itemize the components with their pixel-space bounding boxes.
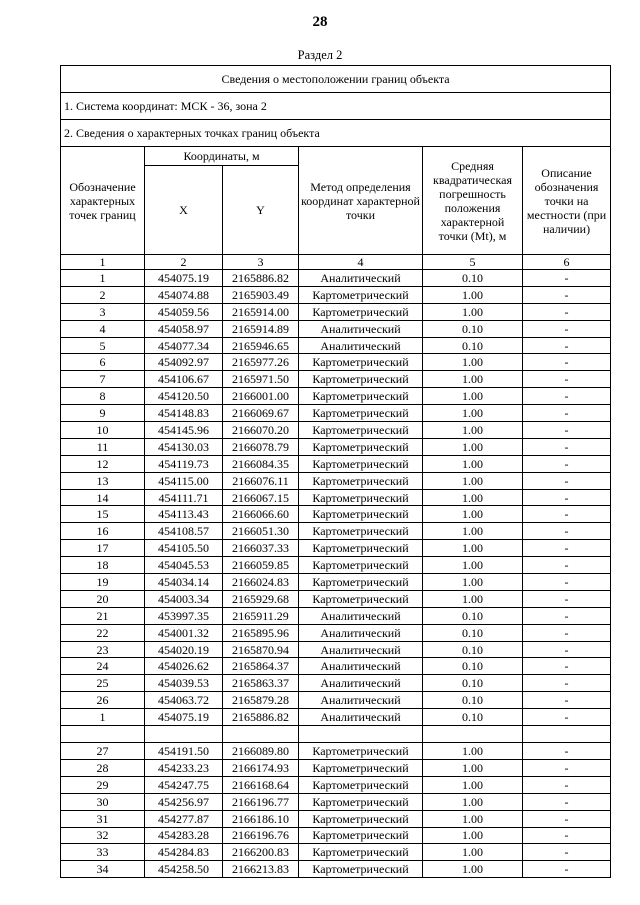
table-cell: Аналитический — [299, 692, 423, 709]
table-cell: - — [523, 337, 611, 354]
table-cell: Аналитический — [299, 320, 423, 337]
table-cell: Аналитический — [299, 624, 423, 641]
table-cell: 2165886.82 — [223, 270, 299, 287]
table-cell: 0.10 — [423, 641, 523, 658]
table-cell: 12 — [61, 455, 145, 472]
table-cell: Картометрический — [299, 371, 423, 388]
table-cell: - — [523, 438, 611, 455]
table-row — [61, 624, 611, 641]
column-number: 5 — [423, 255, 523, 270]
table-row — [61, 422, 611, 439]
table-cell: Картометрический — [299, 776, 423, 793]
table-row — [61, 540, 611, 557]
table-row — [61, 438, 611, 455]
table-cell: 454148.83 — [145, 405, 223, 422]
table-row — [61, 506, 611, 523]
table-cell: 2165914.89 — [223, 320, 299, 337]
table-cell: 1.00 — [423, 371, 523, 388]
table-cell: 454063.72 — [145, 692, 223, 709]
table-cell: 2165914.00 — [223, 303, 299, 320]
table-cell: 1.00 — [423, 557, 523, 574]
header-x: X — [145, 166, 223, 255]
table-cell: Картометрический — [299, 844, 423, 861]
table-cell: - — [523, 709, 611, 726]
table-cell: 1.00 — [423, 540, 523, 557]
table-cell: 0.10 — [423, 607, 523, 624]
table-cell: 1.00 — [423, 422, 523, 439]
table-cell: 2165864.37 — [223, 658, 299, 675]
table-cell: 1.00 — [423, 810, 523, 827]
table-cell: 454119.73 — [145, 455, 223, 472]
table-cell: - — [523, 743, 611, 760]
table-cell: 454105.50 — [145, 540, 223, 557]
table-cell: 1.00 — [423, 303, 523, 320]
table-cell: - — [523, 861, 611, 878]
table-cell: 454145.96 — [145, 422, 223, 439]
table-cell: Картометрический — [299, 574, 423, 591]
table-cell: 454075.19 — [145, 709, 223, 726]
table-row — [61, 303, 611, 320]
table-cell: 13 — [61, 472, 145, 489]
table-cell: 1.00 — [423, 472, 523, 489]
table-cell: 1.00 — [423, 759, 523, 776]
table-cell: 2166067.15 — [223, 489, 299, 506]
table-cell: 27 — [61, 743, 145, 760]
table-cell: Картометрический — [299, 793, 423, 810]
table-cell: Картометрический — [299, 354, 423, 371]
table-cell: 22 — [61, 624, 145, 641]
table-cell: 0.10 — [423, 270, 523, 287]
table-cell: 1.00 — [423, 354, 523, 371]
table-cell: 0.10 — [423, 675, 523, 692]
table-cell: Аналитический — [299, 641, 423, 658]
table-cell: Картометрический — [299, 523, 423, 540]
empty-cell — [223, 726, 299, 743]
table-row — [61, 793, 611, 810]
table-cell: 1.00 — [423, 405, 523, 422]
table-cell: 1.00 — [423, 574, 523, 591]
table-cell: 5 — [61, 337, 145, 354]
table-cell: Картометрический — [299, 388, 423, 405]
table-cell: 454284.83 — [145, 844, 223, 861]
table-cell: 31 — [61, 810, 145, 827]
table-cell: 454108.57 — [145, 523, 223, 540]
table-cell: 2166070.20 — [223, 422, 299, 439]
table-cell: 30 — [61, 793, 145, 810]
table-row — [61, 759, 611, 776]
table-row — [61, 472, 611, 489]
header-method: Метод определения координат характерной точки — [299, 147, 423, 255]
table-cell: 454233.23 — [145, 759, 223, 776]
table-cell: 454130.03 — [145, 438, 223, 455]
table-cell: 1.00 — [423, 388, 523, 405]
table-cell: 454277.87 — [145, 810, 223, 827]
table-cell: 2165971.50 — [223, 371, 299, 388]
table-cell: 18 — [61, 557, 145, 574]
table-cell: 2166069.67 — [223, 405, 299, 422]
table-cell: Аналитический — [299, 337, 423, 354]
table-cell: 10 — [61, 422, 145, 439]
table-cell: 1.00 — [423, 776, 523, 793]
table-cell: 32 — [61, 827, 145, 844]
table-cell: - — [523, 472, 611, 489]
page-number: 28 — [312, 14, 328, 30]
column-numbers-row — [61, 255, 611, 270]
table-cell: 1 — [61, 709, 145, 726]
table-cell: 2 — [61, 286, 145, 303]
table-cell: 454258.50 — [145, 861, 223, 878]
table-cell: 454074.88 — [145, 286, 223, 303]
table-cell: 2166078.79 — [223, 438, 299, 455]
table-cell: Картометрический — [299, 590, 423, 607]
table-cell: - — [523, 557, 611, 574]
empty-cell — [423, 726, 523, 743]
table-cell: 2165879.28 — [223, 692, 299, 709]
table-row — [61, 371, 611, 388]
table-cell: 2166213.83 — [223, 861, 299, 878]
table-cell: - — [523, 675, 611, 692]
table-cell: 2166196.76 — [223, 827, 299, 844]
table-cell: - — [523, 303, 611, 320]
table-cell: - — [523, 354, 611, 371]
table-cell: 9 — [61, 405, 145, 422]
table-cell: 454256.97 — [145, 793, 223, 810]
table-cell: 1.00 — [423, 743, 523, 760]
table-cell: 2166076.11 — [223, 472, 299, 489]
table-cell: 23 — [61, 641, 145, 658]
table-row — [61, 810, 611, 827]
table-row — [61, 337, 611, 354]
header-error: Средняя квадратическая погрешность положения характерной точки (Mt), м — [423, 147, 523, 255]
table-cell: 11 — [61, 438, 145, 455]
table-cell: 26 — [61, 692, 145, 709]
table-row — [61, 776, 611, 793]
table-cell: - — [523, 320, 611, 337]
table-row — [61, 489, 611, 506]
table-cell: 454191.50 — [145, 743, 223, 760]
table-cell: 2166200.83 — [223, 844, 299, 861]
table-row — [61, 658, 611, 675]
table-row — [61, 844, 611, 861]
table-cell: - — [523, 388, 611, 405]
table-cell: 28 — [61, 759, 145, 776]
table-cell: 0.10 — [423, 337, 523, 354]
table-cell: Картометрический — [299, 759, 423, 776]
table-row — [61, 709, 611, 726]
table-cell: 3 — [61, 303, 145, 320]
table-cell: 2165863.37 — [223, 675, 299, 692]
table-cell: 454092.97 — [145, 354, 223, 371]
table-row — [61, 692, 611, 709]
table-cell: 2165977.26 — [223, 354, 299, 371]
table-row — [61, 590, 611, 607]
table-cell: Картометрический — [299, 557, 423, 574]
table-cell: - — [523, 523, 611, 540]
table-cell: 17 — [61, 540, 145, 557]
table-cell: 2166037.33 — [223, 540, 299, 557]
table-cell: Картометрический — [299, 506, 423, 523]
table-row — [61, 354, 611, 371]
table-cell: 2165929.68 — [223, 590, 299, 607]
table-cell: 1.00 — [423, 861, 523, 878]
table-cell: 16 — [61, 523, 145, 540]
table-cell: - — [523, 624, 611, 641]
table-cell: 2166001.00 — [223, 388, 299, 405]
table-row — [61, 675, 611, 692]
table-cell: 454111.71 — [145, 489, 223, 506]
table-cell: Картометрический — [299, 540, 423, 557]
table-cell: 454026.62 — [145, 658, 223, 675]
table-cell: - — [523, 286, 611, 303]
table-cell: 2166059.85 — [223, 557, 299, 574]
header-designation: Обозначение характерных точек границ — [61, 147, 145, 255]
table-row — [61, 607, 611, 624]
table-row — [61, 574, 611, 591]
table-cell: - — [523, 422, 611, 439]
column-number: 6 — [523, 255, 611, 270]
table-cell: Картометрический — [299, 472, 423, 489]
table-cell: Картометрический — [299, 422, 423, 439]
table-cell: 454003.34 — [145, 590, 223, 607]
table-cell: 0.10 — [423, 692, 523, 709]
table-cell: 454039.53 — [145, 675, 223, 692]
table-cell: - — [523, 793, 611, 810]
table-cell: 1.00 — [423, 506, 523, 523]
table-cell: 1.00 — [423, 793, 523, 810]
table-cell: 29 — [61, 776, 145, 793]
table-cell: 2166168.64 — [223, 776, 299, 793]
table-cell: Картометрический — [299, 455, 423, 472]
table-cell: 2166089.80 — [223, 743, 299, 760]
empty-cell — [523, 726, 611, 743]
table-cell: Аналитический — [299, 607, 423, 624]
table-cell: Картометрический — [299, 861, 423, 878]
table-cell: 453997.35 — [145, 607, 223, 624]
table-cell: 14 — [61, 489, 145, 506]
table-cell: 1.00 — [423, 590, 523, 607]
table-cell: 1.00 — [423, 286, 523, 303]
table-cell: 2166051.30 — [223, 523, 299, 540]
table-cell: 454059.56 — [145, 303, 223, 320]
table-cell: - — [523, 692, 611, 709]
table-row — [61, 743, 611, 760]
empty-cell — [145, 726, 223, 743]
table-cell: - — [523, 371, 611, 388]
table-cell: Картометрический — [299, 303, 423, 320]
table-cell: 1 — [61, 270, 145, 287]
table-cell: Картометрический — [299, 489, 423, 506]
table-cell: 2166174.93 — [223, 759, 299, 776]
table-cell: 4 — [61, 320, 145, 337]
table-row — [61, 523, 611, 540]
table-cell: 25 — [61, 675, 145, 692]
empty-cell — [299, 726, 423, 743]
table-cell: 1.00 — [423, 455, 523, 472]
table-cell: Аналитический — [299, 675, 423, 692]
table-cell: 33 — [61, 844, 145, 861]
table-cell: 6 — [61, 354, 145, 371]
table-cell: 15 — [61, 506, 145, 523]
table-cell: - — [523, 489, 611, 506]
table-row — [61, 286, 611, 303]
table-row — [61, 827, 611, 844]
table-cell: Аналитический — [299, 709, 423, 726]
table-cell: 2165903.49 — [223, 286, 299, 303]
table-cell: 0.10 — [423, 624, 523, 641]
table-cell: 454034.14 — [145, 574, 223, 591]
table-cell: - — [523, 540, 611, 557]
table-cell: 20 — [61, 590, 145, 607]
table-cell: 454283.28 — [145, 827, 223, 844]
table-cell: 1.00 — [423, 827, 523, 844]
table-cell: 454115.00 — [145, 472, 223, 489]
column-number: 1 — [61, 255, 145, 270]
table-cell: 2166186.10 — [223, 810, 299, 827]
table-cell: Картометрический — [299, 743, 423, 760]
table-cell: 2165870.94 — [223, 641, 299, 658]
header-y: Y — [223, 166, 299, 255]
table-cell: 454045.53 — [145, 557, 223, 574]
table-cell: - — [523, 574, 611, 591]
table-cell: 454077.34 — [145, 337, 223, 354]
coordinate-system: 1. Система координат: МСК - 36, зона 2 — [61, 93, 611, 120]
table-cell: Аналитический — [299, 270, 423, 287]
table-cell: 454247.75 — [145, 776, 223, 793]
table-cell: - — [523, 844, 611, 861]
table-cell: 2166084.35 — [223, 455, 299, 472]
table-cell: 0.10 — [423, 658, 523, 675]
table-cell: - — [523, 506, 611, 523]
table-cell: 454106.67 — [145, 371, 223, 388]
table-cell: 24 — [61, 658, 145, 675]
table-cell: 19 — [61, 574, 145, 591]
table-cell: Картометрический — [299, 405, 423, 422]
table-cell: 1.00 — [423, 438, 523, 455]
boundary-points-table — [60, 65, 611, 878]
table-row — [61, 320, 611, 337]
table-cell: - — [523, 827, 611, 844]
table-row — [61, 455, 611, 472]
section-title: Раздел 2 — [297, 48, 343, 62]
table-cell: - — [523, 405, 611, 422]
table-cell: 2166196.77 — [223, 793, 299, 810]
table-cell: 2165895.96 — [223, 624, 299, 641]
table-cell: - — [523, 607, 611, 624]
table-cell: - — [523, 455, 611, 472]
table-cell: 2166024.83 — [223, 574, 299, 591]
table-cell: Картометрический — [299, 810, 423, 827]
table-cell: - — [523, 776, 611, 793]
table-cell: 7 — [61, 371, 145, 388]
table-row — [61, 557, 611, 574]
header-description: Описание обозначения точки на местности (при наличии) — [523, 147, 611, 255]
table-title: Сведения о местоположении границ объекта — [61, 66, 611, 93]
table-cell: 454120.50 — [145, 388, 223, 405]
table-cell: 8 — [61, 388, 145, 405]
table-cell: 1.00 — [423, 489, 523, 506]
table-cell: 0.10 — [423, 320, 523, 337]
table-cell: 2165886.82 — [223, 709, 299, 726]
blank-separator-row — [61, 726, 611, 743]
table-cell: - — [523, 658, 611, 675]
table-cell: 454001.32 — [145, 624, 223, 641]
table-cell: 21 — [61, 607, 145, 624]
empty-cell — [61, 726, 145, 743]
table-cell: - — [523, 641, 611, 658]
table-cell: - — [523, 810, 611, 827]
table-cell: Картометрический — [299, 286, 423, 303]
table-cell: - — [523, 270, 611, 287]
header-coordinates: Координаты, м — [145, 147, 299, 166]
table-cell: 2165911.29 — [223, 607, 299, 624]
table-row — [61, 405, 611, 422]
table-row — [61, 861, 611, 878]
table-cell: 454058.97 — [145, 320, 223, 337]
table-cell: 2166066.60 — [223, 506, 299, 523]
table-cell: 34 — [61, 861, 145, 878]
table-cell: 1.00 — [423, 523, 523, 540]
table-cell: 454113.43 — [145, 506, 223, 523]
points-heading: 2. Сведения о характерных точках границ объекта — [61, 120, 611, 147]
table-cell: 454075.19 — [145, 270, 223, 287]
table-cell: Аналитический — [299, 658, 423, 675]
table-cell: Картометрический — [299, 438, 423, 455]
table-row — [61, 270, 611, 287]
column-number: 3 — [223, 255, 299, 270]
table-cell: - — [523, 759, 611, 776]
table-cell: Картометрический — [299, 827, 423, 844]
table-row — [61, 641, 611, 658]
column-number: 4 — [299, 255, 423, 270]
table-cell: 454020.19 — [145, 641, 223, 658]
table-cell: 0.10 — [423, 709, 523, 726]
table-row — [61, 388, 611, 405]
column-number: 2 — [145, 255, 223, 270]
table-cell: 1.00 — [423, 844, 523, 861]
table-cell: - — [523, 590, 611, 607]
table-cell: 2165946.65 — [223, 337, 299, 354]
